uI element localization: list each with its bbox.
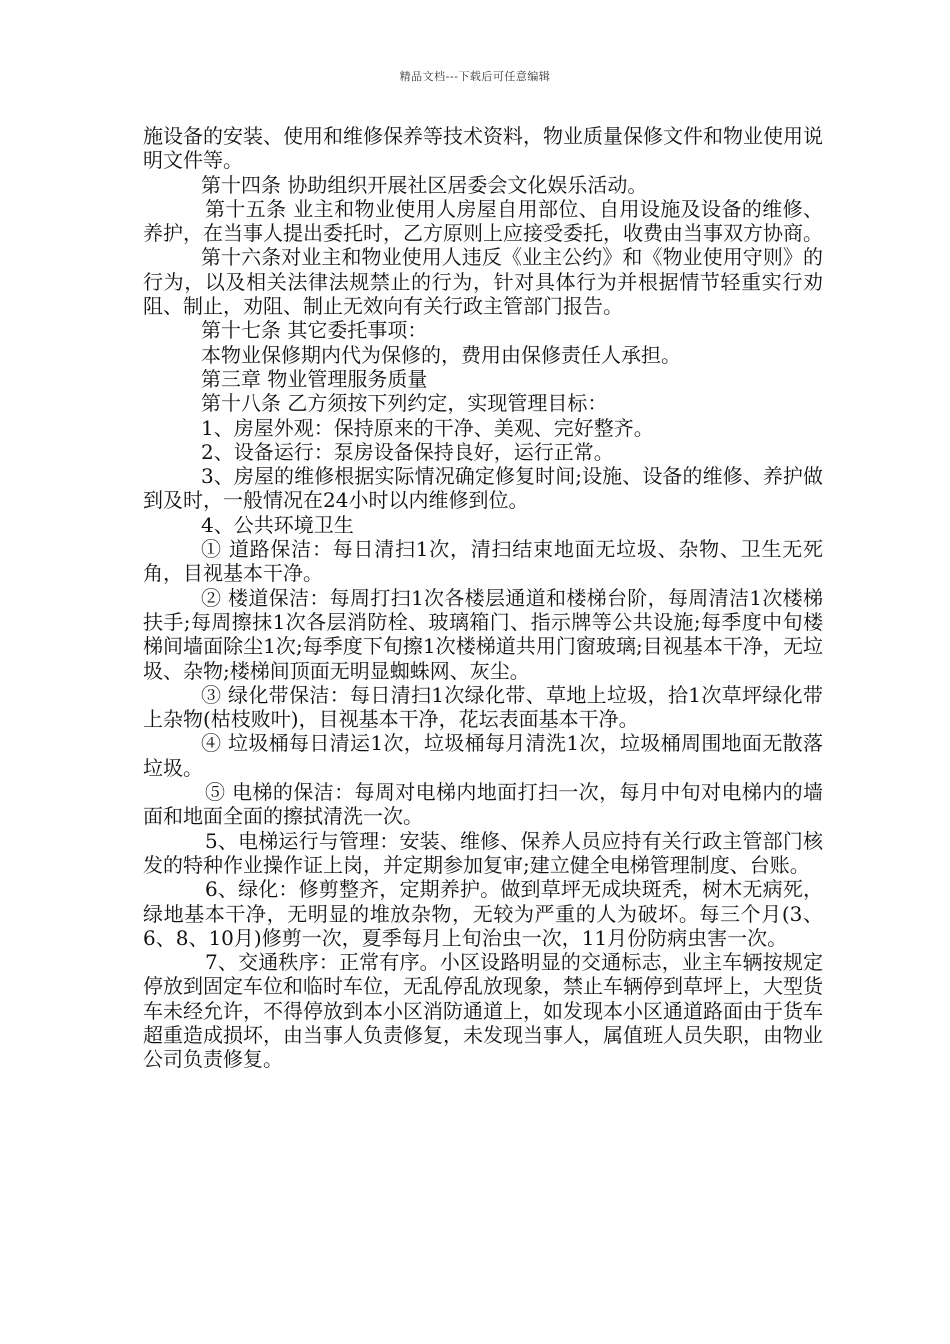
paragraph-article-17: 第十七条 其它委托事项： — [201, 318, 428, 343]
paragraph-article-15: 第十五条 业主和物业使用人房屋自用部位、自用设施及设备的维修、养护，在当事人提出委托时，乙方原则上应接受委托，收费由当事双方协商。 — [143, 196, 823, 246]
list-item: 6、绿化：修剪整齐，定期养护。做到草坪无成块斑秃，树木无病死，绿地基本干净，无明显的堆放杂物，无较为严重的人为破坏。每三个月(3、6、8、10月)修剪一次，夏季每月上旬治虫一次，11月份防病虫害一次。 — [143, 877, 823, 950]
sub-list-item: ⑤ 电梯的保洁：每周对电梯内地面打扫一次，每月中旬对电梯内的墙面和地面全面的擦拭清洗一次。 — [143, 780, 823, 829]
list-item: 5、电梯运行与管理：安装、维修、保养人员应持有关行政主管部门核发的特种作业操作证上岗，并定期参加复审;建立健全电梯管理制度、台账。 — [143, 828, 823, 877]
paragraph-article-18: 第十八条 乙方须按下列约定，实现管理目标： — [201, 391, 608, 416]
paragraph-article-14: 第十四条 协助组织开展社区居委会文化娱乐活动。 — [201, 172, 648, 197]
document-body — [143, 124, 823, 1072]
paragraph-continuation: 施设备的安装、使用和维修保养等技术资料，物业质量保修文件和物业使用说明文件等。 — [143, 124, 823, 173]
list-item: 7、交通秩序：正常有序。小区设路明显的交通标志，业主车辆按规定停放到固定车位和临时车位，无乱停乱放现象，禁止车辆停到草坪上，大型货车未经允许，不得停放到本小区消防通道上，如发现本小区通道路面由于货车超重造成损坏，由当事人负责修复，未发现当事人，属值班人员失职，由物业公司负责修复。 — [143, 950, 823, 1072]
page-header: 精品文档---下载后可任意编辑 — [399, 70, 551, 83]
sub-list-item: ② 楼道保洁：每周打扫1次各楼层通道和楼梯台阶，每周清洁1次楼梯扶手;每周擦抹1次各层消防栓、玻璃箱门、指示牌等公共设施;每季度中旬楼梯间墙面除尘1次;每季度下旬擦1次楼梯道共用门窗玻璃;目视基本干净，无垃圾、杂物;楼梯间顶面无明显蜘蛛网、灰尘。 — [143, 585, 823, 683]
list-item: 3、房屋的维修根据实际情况确定修复时间;设施、设备的维修、养护做到及时，一般情况在24小时以内维修到位。 — [143, 464, 823, 513]
sub-list-item: ③ 绿化带保洁：每日清扫1次绿化带、草地上垃圾，拾1次草坪绿化带上杂物(枯枝败叶)，目视基本干净，花坛表面基本干净。 — [143, 682, 823, 732]
list-item: 1、房屋外观：保持原来的干净、美观、完好整齐。 — [201, 415, 654, 440]
sub-list-item: ④ 垃圾桶每日清运1次，垃圾桶每月清洗1次，垃圾桶周围地面无散落垃圾。 — [143, 731, 823, 780]
chapter-heading: 第三章 物业管理服务质量 — [201, 366, 428, 391]
paragraph-warranty: 本物业保修期内代为保修的，费用由保修责任人承担。 — [201, 342, 681, 367]
paragraph-article-16: 第十六条对业主和物业使用人违反《业主公约》和《物业使用守则》的行为，以及相关法律法规禁止的行为，针对具体行为并根据情节轻重实行劝阻、制止，劝阻、制止无效向有关行政主管部门报告。 — [143, 245, 823, 319]
list-item: 2、设备运行：泵房设备保持良好，运行正常。 — [201, 439, 614, 464]
list-item: 4、公共环境卫生 — [201, 512, 354, 537]
sub-list-item: ① 道路保洁：每日清扫1次，清扫结束地面无垃圾、杂物、卫生无死角，目视基本干净。 — [143, 537, 823, 586]
